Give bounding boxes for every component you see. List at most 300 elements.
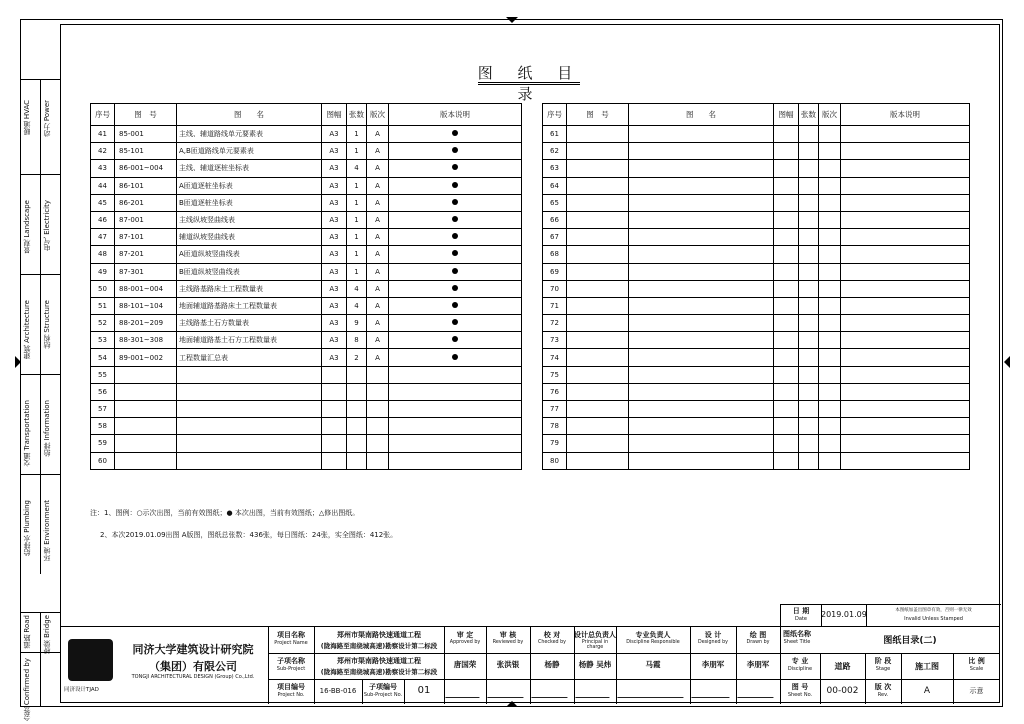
cell-name: A匝道逐桩坐标表 [177, 177, 322, 194]
sub-project-no-label: 子项编号 [369, 683, 397, 691]
cell-size: A3 [322, 211, 347, 228]
cell-empty [774, 435, 799, 452]
cell-seq: 54 [91, 349, 115, 366]
signature-mark [737, 683, 778, 698]
cell-note [389, 194, 522, 211]
cell-size [322, 452, 347, 469]
header-code: 图 号 [115, 104, 177, 126]
current-issue-dot-icon [452, 199, 458, 205]
table-row [91, 211, 522, 228]
cell-sheets [347, 366, 367, 383]
cell-empty [819, 383, 841, 400]
side-label: 电气 Electricity [43, 200, 51, 251]
cell-empty [841, 246, 970, 263]
cell-seq: 65 [543, 194, 567, 211]
role-label-en: Drawn by [746, 640, 770, 645]
cell-empty [819, 229, 841, 246]
cell-empty [819, 297, 841, 314]
cell-sheets [347, 452, 367, 469]
cell-seq: 53 [91, 332, 115, 349]
project-name-2: (陇海路至南绕城高速)勘察设计第二标段 [320, 642, 438, 650]
role-label-en: Discipline Responsible [626, 640, 680, 645]
cell-rev: A [367, 246, 389, 263]
cell-code: 87-201 [115, 246, 177, 263]
cell-empty [819, 246, 841, 263]
stamp-note-en: Invalid Unless Stamped [904, 616, 963, 622]
table-row [91, 143, 522, 160]
cell-name: B匝道逐桩坐标表 [177, 194, 322, 211]
cell-empty [629, 143, 774, 160]
cell-note [389, 263, 522, 280]
cell-name [177, 383, 322, 400]
cell-empty [841, 126, 970, 143]
header-seq: 序号 [91, 104, 115, 126]
cell-empty [629, 160, 774, 177]
cell-empty [841, 418, 970, 435]
cell-empty [629, 349, 774, 366]
cell-size: A3 [322, 280, 347, 297]
current-issue-dot-icon [452, 164, 458, 170]
cell-code: 88-001~004 [115, 280, 177, 297]
sheet-no: 00-002 [826, 686, 859, 696]
cell-empty [629, 401, 774, 418]
project-name-label-en: Project Name [274, 640, 308, 646]
cell-empty [567, 211, 629, 228]
cell-seq: 60 [91, 452, 115, 469]
cell-seq: 79 [543, 435, 567, 452]
cell-rev: A [367, 160, 389, 177]
role-name: 张洪银 [496, 660, 520, 669]
top-center-mark [506, 17, 518, 23]
cell-empty [799, 229, 819, 246]
cell-rev: A [367, 211, 389, 228]
role-name: 唐国荣 [453, 660, 477, 669]
title-block [60, 626, 1000, 704]
cell-empty [567, 332, 629, 349]
cell-code [115, 418, 177, 435]
signature-mark [531, 683, 572, 698]
project-no: 16-BB-016 [319, 687, 357, 695]
title-underline [478, 84, 580, 85]
cell-empty [629, 435, 774, 452]
role-label: 绘 图 [749, 631, 767, 639]
cell-empty [629, 211, 774, 228]
cell-empty [567, 246, 629, 263]
header-size: 图幅 [322, 104, 347, 126]
cell-empty [629, 383, 774, 400]
company-name-line2: （集团）有限公司 [149, 660, 237, 673]
cell-size [322, 418, 347, 435]
cell-code: 87-301 [115, 263, 177, 280]
table-row [91, 435, 522, 452]
table-row [543, 229, 970, 246]
cell-sheets: 1 [347, 194, 367, 211]
side-label: 景观 Landscape [23, 200, 31, 254]
cell-seq: 44 [91, 177, 115, 194]
cell-empty [841, 435, 970, 452]
role-label: 校 对 [543, 631, 561, 639]
cell-rev: A [367, 126, 389, 143]
cell-rev [367, 383, 389, 400]
cell-empty [629, 126, 774, 143]
cell-seq: 58 [91, 418, 115, 435]
cell-note [389, 229, 522, 246]
cell-note [389, 246, 522, 263]
cell-rev: A [367, 263, 389, 280]
cell-empty [774, 280, 799, 297]
cell-seq: 48 [91, 246, 115, 263]
cell-code: 87-001 [115, 211, 177, 228]
cell-empty [629, 418, 774, 435]
cell-rev: A [367, 315, 389, 332]
cell-empty [567, 177, 629, 194]
right-center-mark [1004, 356, 1010, 368]
signature-mark [445, 683, 484, 698]
cell-empty [799, 211, 819, 228]
cell-seq: 41 [91, 126, 115, 143]
cell-seq: 56 [91, 383, 115, 400]
cell-sheets: 4 [347, 297, 367, 314]
cell-empty [567, 160, 629, 177]
date: 2019.01.09 [821, 610, 867, 619]
cell-empty [841, 194, 970, 211]
scale-label-en: Scale [969, 666, 984, 672]
cell-empty [819, 280, 841, 297]
cell-note [389, 383, 522, 400]
cell-rev: A [367, 177, 389, 194]
cell-seq: 76 [543, 383, 567, 400]
cell-empty [841, 366, 970, 383]
header-name: 图 名 [177, 104, 322, 126]
cell-size [322, 366, 347, 383]
cell-code: 88-101~104 [115, 297, 177, 314]
cell-empty [629, 280, 774, 297]
current-issue-dot-icon [452, 268, 458, 274]
cell-empty [799, 160, 819, 177]
table-row [91, 315, 522, 332]
drawing-list-table-right [542, 103, 970, 470]
cell-empty [819, 143, 841, 160]
cell-empty [841, 332, 970, 349]
cell-rev: A [367, 229, 389, 246]
role-label-en: Approved by [449, 640, 481, 645]
project-no-label-en: Project No. [277, 692, 305, 698]
stage-label-en: Stage [875, 666, 891, 672]
cell-seq: 47 [91, 229, 115, 246]
cell-code: 88-201~209 [115, 315, 177, 332]
current-issue-dot-icon [452, 285, 458, 291]
table-row [543, 452, 970, 469]
cell-rev [367, 452, 389, 469]
role-label-en: Designed by [698, 640, 728, 645]
cell-rev [367, 435, 389, 452]
cell-note [389, 280, 522, 297]
stage: 施工图 [915, 662, 939, 671]
cell-code: 86-001~004 [115, 160, 177, 177]
header-rev: 版次 [819, 104, 841, 126]
role-label: 审 定 [456, 631, 474, 639]
cell-sheets: 4 [347, 160, 367, 177]
header-name: 图 名 [629, 104, 774, 126]
cell-empty [774, 401, 799, 418]
role-label: 专业负责人 [635, 631, 671, 639]
cell-empty [567, 418, 629, 435]
cell-note [389, 349, 522, 366]
cell-size: A3 [322, 315, 347, 332]
table-row [91, 401, 522, 418]
company-name-en: TONGJI ARCHITECTURAL DESIGN (Group) Co.,Ltd. [131, 674, 255, 680]
cell-size: A3 [322, 263, 347, 280]
sheet-no-label: 图 号 [791, 683, 809, 691]
side-cell-transportation [20, 374, 60, 474]
cell-empty [774, 452, 799, 469]
table-row [543, 280, 970, 297]
cell-sheets: 1 [347, 126, 367, 143]
cell-empty [774, 160, 799, 177]
note-line: 2、本次2019.01.09出图 A版图，图纸总张数：436张，每日图纸：24张，实全图纸：412张。 [100, 531, 398, 539]
cell-note [389, 315, 522, 332]
cell-empty [799, 435, 819, 452]
table-row [91, 366, 522, 383]
cell-seq: 55 [91, 366, 115, 383]
role-label: 设计总负责人 [574, 631, 616, 639]
table-row [543, 263, 970, 280]
scale-label: 比 例 [968, 657, 985, 665]
sheet-title: 图纸目录(二) [883, 636, 937, 646]
cell-rev [367, 401, 389, 418]
side-label: 交通 Transportation [23, 400, 31, 467]
cell-empty [629, 366, 774, 383]
cell-sheets [347, 383, 367, 400]
cell-name: 地面辅道路基路床土工程数量表 [177, 297, 322, 314]
header-rev: 版次 [367, 104, 389, 126]
current-issue-dot-icon [452, 250, 458, 256]
cell-code [115, 435, 177, 452]
cell-empty [819, 263, 841, 280]
cell-name: 辅道纵坡竖曲线表 [177, 229, 322, 246]
table-row [543, 332, 970, 349]
cell-empty [629, 246, 774, 263]
cell-sheets: 4 [347, 280, 367, 297]
cell-empty [819, 401, 841, 418]
cell-empty [774, 229, 799, 246]
cell-empty [629, 263, 774, 280]
rev: A [923, 686, 931, 696]
cell-note [389, 126, 522, 143]
cell-empty [774, 177, 799, 194]
cell-empty [567, 366, 629, 383]
cell-rev [367, 366, 389, 383]
cell-empty [629, 194, 774, 211]
cell-empty [567, 297, 629, 314]
table-row [91, 418, 522, 435]
role-name: 马霞 [645, 660, 661, 669]
cell-empty [774, 211, 799, 228]
cell-note [389, 143, 522, 160]
cell-seq: 45 [91, 194, 115, 211]
note-line: 注：1、图例：○示次出图，当前有效图纸；● 本次出图，当前有效图纸；△修出图纸。 [90, 509, 360, 517]
table-row [91, 297, 522, 314]
current-issue-dot-icon [452, 336, 458, 342]
side-cell-hvac [20, 79, 60, 174]
cell-empty [799, 177, 819, 194]
cell-seq: 73 [543, 332, 567, 349]
side-cell-road [20, 612, 60, 655]
side-label: 桥梁 Bridge [43, 615, 51, 655]
sub-project-no: 01 [417, 685, 431, 696]
cell-empty [567, 349, 629, 366]
company-logo [68, 639, 113, 681]
discipline-label-en: Discipline [787, 666, 813, 672]
cell-empty [819, 332, 841, 349]
rev-label: 版 次 [874, 683, 892, 691]
cell-sheets: 1 [347, 229, 367, 246]
cell-empty [774, 297, 799, 314]
cell-empty [819, 366, 841, 383]
project-no-label: 项目编号 [277, 683, 305, 691]
cell-size: A3 [322, 177, 347, 194]
drawing-list-table-left [90, 103, 522, 470]
cell-empty [774, 143, 799, 160]
table-row [91, 452, 522, 469]
cell-empty [841, 211, 970, 228]
side-label: 会签 Confirmed by [23, 658, 31, 722]
date-label-en: Date [795, 616, 807, 622]
cell-seq: 80 [543, 452, 567, 469]
cell-seq: 70 [543, 280, 567, 297]
rev-label-en: Rev. [877, 692, 889, 698]
cell-empty [841, 143, 970, 160]
cell-empty [819, 452, 841, 469]
side-label: 环境 Environment [43, 500, 51, 561]
table-row [91, 246, 522, 263]
cell-code: 86-201 [115, 194, 177, 211]
current-issue-dot-icon [452, 302, 458, 308]
cell-empty [774, 349, 799, 366]
cell-empty [819, 211, 841, 228]
signature-mark [617, 683, 688, 698]
cell-rev: A [367, 143, 389, 160]
cell-size: A3 [322, 246, 347, 263]
cell-empty [774, 418, 799, 435]
cell-code: 87-101 [115, 229, 177, 246]
current-issue-dot-icon [452, 216, 458, 222]
header-note: 版本说明 [841, 104, 970, 126]
side-cell-plumbing [20, 474, 60, 574]
cell-code [115, 383, 177, 400]
cell-sheets: 1 [347, 143, 367, 160]
cell-empty [841, 280, 970, 297]
side-label: 给排 Information [43, 400, 51, 457]
current-issue-dot-icon [452, 147, 458, 153]
cell-empty [567, 229, 629, 246]
table-row [91, 160, 522, 177]
cell-seq: 57 [91, 401, 115, 418]
cell-note [389, 332, 522, 349]
cell-code [115, 401, 177, 418]
table-row [543, 349, 970, 366]
cell-empty [819, 194, 841, 211]
discipline: 道路 [834, 662, 851, 671]
cell-name: 主线路基路床土工程数量表 [177, 280, 322, 297]
role-name: 李朋军 [746, 660, 770, 669]
table-row [543, 211, 970, 228]
sheet-no-label-en: Sheet No. [787, 692, 813, 698]
cell-seq: 74 [543, 349, 567, 366]
table-row [91, 229, 522, 246]
cell-empty [567, 383, 629, 400]
project-name-1: 郑州市渠南路快速通道工程 [337, 631, 421, 639]
table-row [91, 332, 522, 349]
date-stamp-box [780, 604, 1001, 627]
cell-empty [819, 349, 841, 366]
cell-seq: 68 [543, 246, 567, 263]
page-title: 图 纸 目 录 [477, 64, 583, 103]
cell-empty [819, 435, 841, 452]
cell-seq: 78 [543, 418, 567, 435]
cell-sheets [347, 401, 367, 418]
table-row [91, 383, 522, 400]
cell-note [389, 297, 522, 314]
role-label: 设 计 [704, 631, 722, 639]
cell-size: A3 [322, 126, 347, 143]
cell-size: A3 [322, 332, 347, 349]
cell-empty [799, 194, 819, 211]
cell-name: 主线、辅道路线单元要素表 [177, 126, 322, 143]
left-signoff-strip [20, 19, 60, 722]
cell-sheets: 9 [347, 315, 367, 332]
cell-code: 89-001~002 [115, 349, 177, 366]
header-seq: 序号 [543, 104, 567, 126]
table-row [91, 194, 522, 211]
table-row [543, 315, 970, 332]
cell-note [389, 177, 522, 194]
cell-seq: 72 [543, 315, 567, 332]
cell-code: 85-101 [115, 143, 177, 160]
header-code: 图 号 [567, 104, 629, 126]
cell-empty [629, 332, 774, 349]
cell-seq: 67 [543, 229, 567, 246]
cell-empty [774, 315, 799, 332]
sub-project-1: 郑州市渠南路快速通道工程 [337, 657, 421, 665]
cell-empty [774, 366, 799, 383]
scale: 示意 [969, 687, 984, 695]
cell-rev: A [367, 280, 389, 297]
cell-name: 主线纵坡竖曲线表 [177, 211, 322, 228]
cell-sheets: 1 [347, 211, 367, 228]
cell-seq: 43 [91, 160, 115, 177]
side-label: 结构 Structure [43, 300, 51, 349]
cell-size [322, 435, 347, 452]
date-label: 日 期 [792, 607, 810, 615]
cell-code: 88-301~308 [115, 332, 177, 349]
cell-name [177, 435, 322, 452]
company-name-line1: 同济大学建筑设计研究院 [132, 643, 254, 656]
signature-mark [575, 683, 614, 698]
cell-seq: 52 [91, 315, 115, 332]
cell-seq: 59 [91, 435, 115, 452]
cell-sheets: 1 [347, 263, 367, 280]
cell-size [322, 383, 347, 400]
cell-size: A3 [322, 194, 347, 211]
cell-rev: A [367, 297, 389, 314]
role-name: 李朋军 [701, 660, 725, 669]
discipline-label: 专 业 [791, 657, 809, 665]
table-row [91, 177, 522, 194]
current-issue-dot-icon [452, 130, 458, 136]
cell-name [177, 366, 322, 383]
cell-empty [841, 349, 970, 366]
